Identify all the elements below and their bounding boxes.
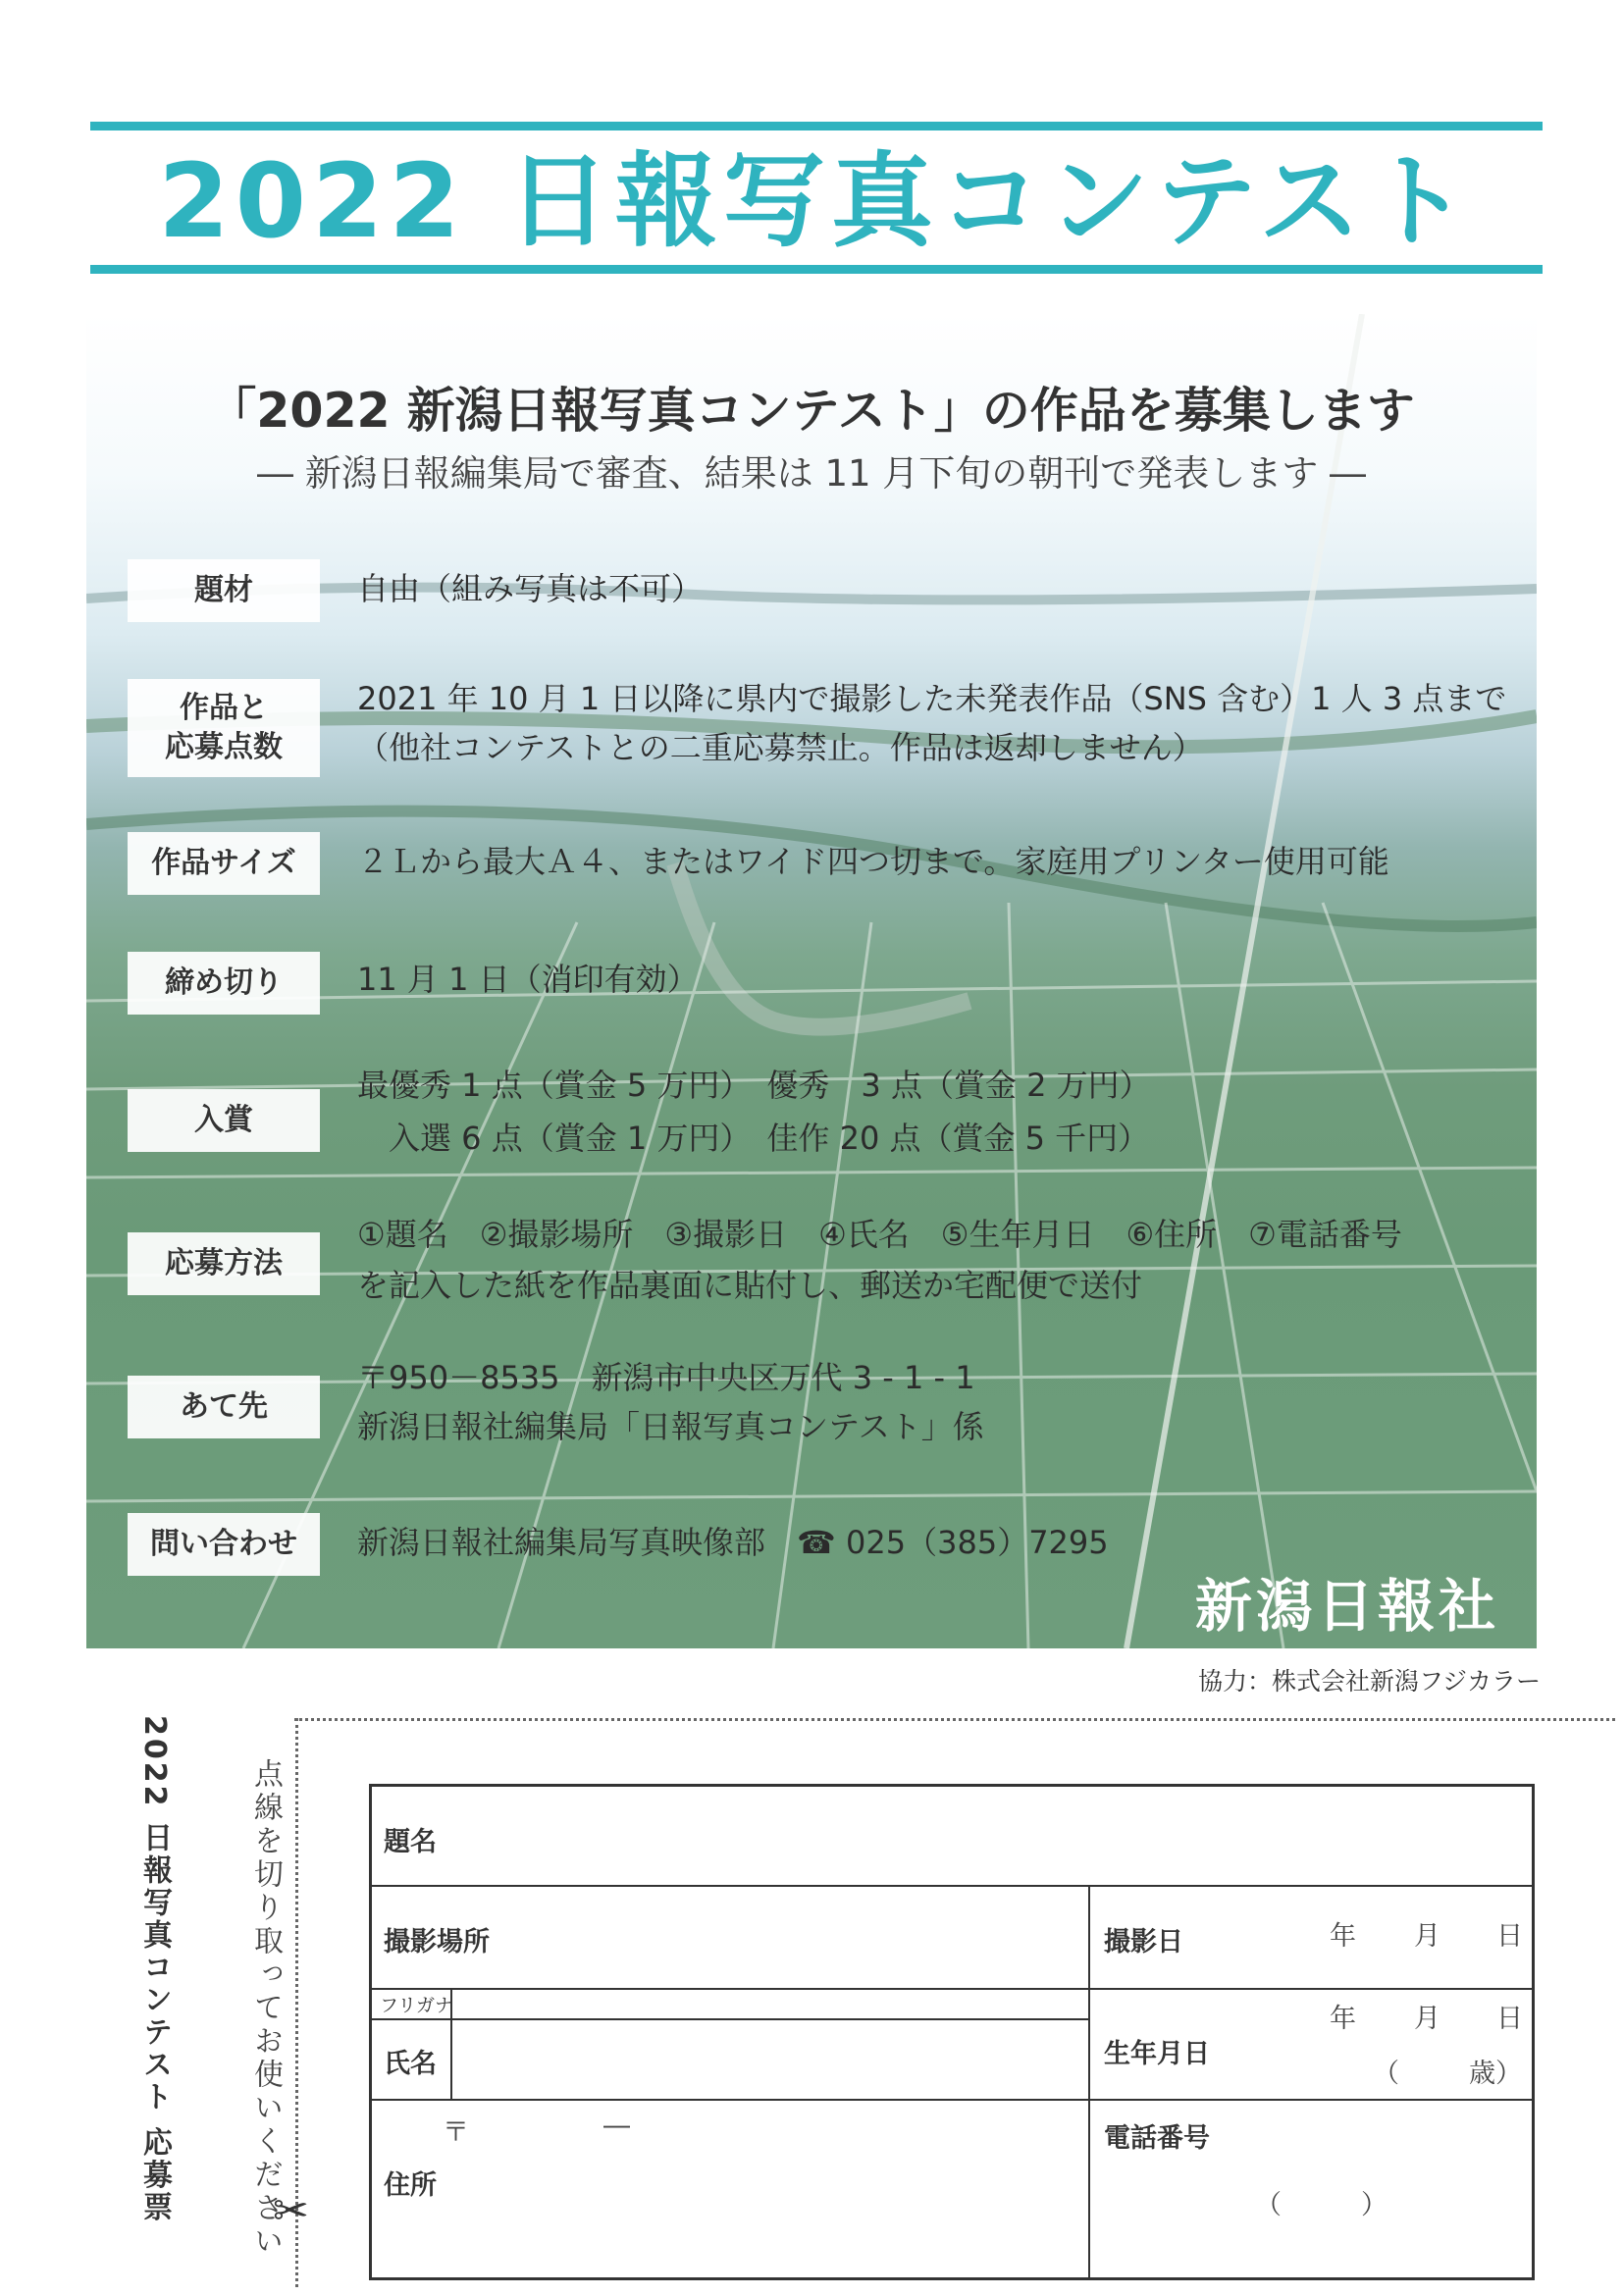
detail-label-address: あて先	[128, 1376, 320, 1438]
form-birth-month: 月	[1414, 2004, 1440, 2034]
hero-heading: 「2022 新潟日報写真コンテスト」の作品を募集します	[208, 383, 1415, 439]
form-furigana-label: フリガナ	[380, 1995, 454, 2016]
detail-text-entries-1: 2021 年 10 月 1 日以降に県内で撮影した未発表作品（SNS 含む）1 人 3 点まで	[357, 680, 1507, 717]
form-name-label: 氏名	[384, 2049, 437, 2079]
detail-text-inquiry: 新潟日報社編集局写真映像部 ☎ 025（385）7295	[357, 1524, 1109, 1561]
form-line	[372, 2099, 1532, 2101]
form-line	[372, 1988, 1532, 1990]
detail-label-entries	[128, 679, 320, 777]
detail-label-inquiry: 問い合わせ	[128, 1513, 320, 1576]
form-line	[1088, 1885, 1090, 2277]
detail-text-prizes-2: 入選 6 点（賞金 1 万円） 佳作 20 点（賞金 5 千円）	[357, 1120, 1150, 1157]
form-address-field[interactable]	[454, 2150, 1082, 2268]
detail-text-entries-2: （他社コンテストとの二重応募禁止。作品は返却しません）	[357, 729, 1204, 766]
form-phone-label: 電話番号	[1104, 2123, 1210, 2154]
detail-label-method: 応募方法	[128, 1232, 320, 1295]
detail-text-method-1: ①題名 ②撮影場所 ③撮影日 ④氏名 ⑤生年月日 ⑥住所 ⑦電話番号	[357, 1216, 1402, 1253]
form-furigana-field[interactable]	[454, 1991, 1082, 2016]
detail-label-subject: 題材	[128, 559, 320, 622]
detail-text-method-2: を記入した紙を作品裏面に貼付し、郵送か宅配便で送付	[357, 1267, 1143, 1304]
form-line	[372, 1885, 1532, 1887]
detail-label-deadline: 締め切り	[128, 952, 320, 1015]
cut-instruction: 点線を切り取ってお使いください	[248, 1758, 283, 2259]
detail-text-address-2: 新潟日報社編集局「日報写真コンテスト」係	[357, 1408, 984, 1445]
form-date-year: 年	[1330, 1921, 1356, 1952]
form-title-label: 題名	[384, 1827, 437, 1857]
form-date-month: 月	[1414, 1921, 1440, 1952]
detail-text-size: ２Ｌから最大Ａ４、またはワイド四つ切まで。家庭用プリンター使用可能	[357, 843, 1389, 880]
form-location-label: 撮影場所	[384, 1927, 490, 1957]
form-phone-parens: （ ）	[1255, 2190, 1387, 2220]
coupon-side-title: 2022 日報写真コンテスト 応募票	[137, 1715, 172, 2224]
detail-label-entries-text: 作品と 応募点数	[165, 691, 283, 764]
detail-label-prizes: 入賞	[128, 1089, 320, 1152]
bottom-rule	[90, 265, 1543, 274]
detail-text-deadline: 11 月 1 日（消印有効）	[357, 961, 699, 998]
form-name-field[interactable]	[454, 2022, 1082, 2095]
cut-line-horizontal	[294, 1718, 1615, 1721]
form-line	[372, 2018, 1088, 2020]
form-age-open: （	[1373, 2059, 1399, 2089]
form-birth-year: 年	[1330, 2004, 1356, 2034]
form-postal-dash: ―	[603, 2111, 630, 2141]
form-birth-label: 生年月日	[1104, 2039, 1210, 2069]
form-date-day: 日	[1496, 1921, 1523, 1952]
hero-subheading: ― 新潟日報編集局で審査、結果は 11 月下旬の朝刊で発表します ―	[256, 452, 1367, 495]
form-date-label: 撮影日	[1104, 1927, 1183, 1957]
form-phone-field[interactable]	[1098, 2160, 1526, 2268]
form-location-field[interactable]	[509, 1891, 1078, 1981]
scissors-icon: ✂	[273, 2186, 309, 2236]
detail-label-size: 作品サイズ	[128, 832, 320, 895]
entry-form	[369, 1784, 1535, 2280]
publisher-logo: 新潟日報社	[1195, 1573, 1500, 1640]
hero-panel	[86, 314, 1537, 1648]
detail-text-prizes-1: 最優秀 1 点（賞金 5 万円） 優秀 3 点（賞金 2 万円）	[357, 1067, 1151, 1104]
form-postal-mark: 〒	[443, 2117, 469, 2148]
top-rule	[90, 122, 1543, 130]
form-address-label: 住所	[384, 2170, 437, 2201]
form-age-unit: 歳）	[1469, 2059, 1522, 2089]
contest-title: 2022 日報写真コンテスト	[158, 141, 1475, 261]
form-title-field[interactable]	[450, 1793, 1520, 1881]
detail-text-address-1: 〒950－8535 新潟市中央区万代 3 - 1 - 1	[357, 1359, 975, 1396]
form-birth-day: 日	[1496, 2004, 1523, 2034]
detail-text-subject: 自由（組み写真は不可）	[357, 570, 704, 607]
sponsor-credit: 協力：株式会社新潟フジカラー	[1197, 1667, 1541, 1696]
